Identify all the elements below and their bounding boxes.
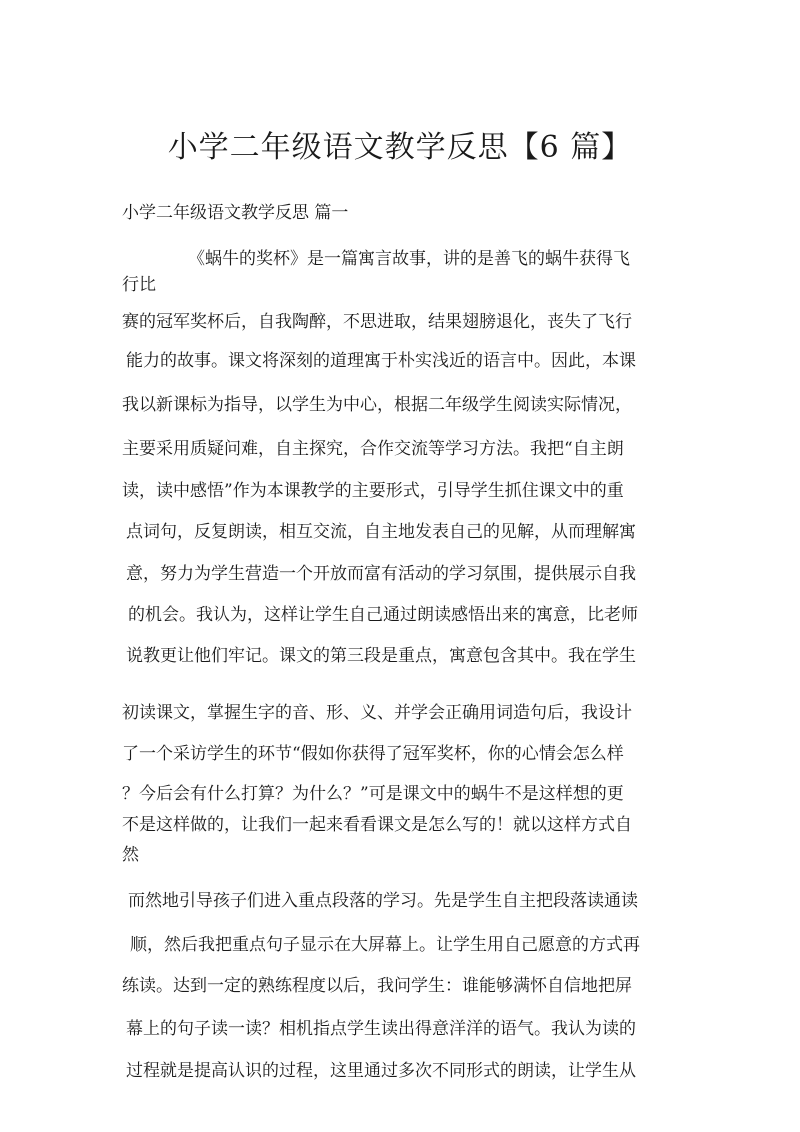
- paragraph-line: 过程就是提高认识的过程，这里通过多次不同形式的朗读，让学生从: [126, 1061, 636, 1081]
- paragraph-line: 不是这样做的，让我们一起来看看课文是怎么写的！就以这样方式自: [122, 815, 632, 835]
- paragraph-line: 我以新课标为指导，以学生为中心，根据二年级学生阅读实际情况，: [122, 395, 632, 415]
- paragraph-line: ？今后会有什么打算？为什么？”可是课文中的蜗牛不是这样想的更: [122, 784, 624, 804]
- paragraph-line: 练读。达到一定的熟练程度以后，我问学生：谁能够满怀自信地把屏: [122, 976, 632, 996]
- paragraph-line: 能力的故事。课文将深刻的道理寓于朴实浅近的语言中。因此，本课: [126, 351, 636, 371]
- paragraph-line: 点词句，反复朗读，相互交流，自主地发表自己的见解，从而理解寓: [126, 522, 636, 542]
- paragraph-line: 了一个采访学生的环节“假如你获得了冠军奖杯，你的心情会怎么样: [122, 744, 624, 764]
- document-title: 小学二年级语文教学反思【6 篇】: [167, 130, 633, 165]
- paragraph-line: 的机会。我认为，这样让学生自己通过朗读感悟出来的寓意，比老师: [128, 605, 638, 625]
- paragraph-line: 而然地引导孩子们进入重点段落的学习。先是学生自主把段落读通读: [128, 891, 638, 911]
- paragraph-line: 然: [122, 845, 139, 865]
- paragraph-line: 赛的冠军奖杯后，自我陶醉，不思进取，结果翅膀退化，丧失了飞行: [122, 312, 632, 332]
- paragraph-line: 主要采用质疑问难，自主探究，合作交流等学习方法。我把“自主朗: [122, 439, 624, 459]
- paragraph-line: 行比: [122, 275, 156, 295]
- paragraph-line: 顺，然后我把重点句子显示在大屏幕上。让学生用自己愿意的方式再: [130, 935, 640, 955]
- paragraph-line: 《蜗牛的奖杯》是一篇寓言故事，讲的是善飞的蜗牛获得飞: [188, 249, 630, 269]
- paragraph-line: 意，努力为学生营造一个开放而富有活动的学习氛围，提供展示自我: [126, 564, 636, 584]
- paragraph-line: 说教更让他们牢记。课文的第三段是重点，寓意包含其中。我在学生: [126, 646, 636, 666]
- section-heading: 小学二年级语文教学反思 篇一: [122, 203, 349, 223]
- paragraph-line: 初读课文，掌握生字的音、形、义、并学会正确用词造句后，我设计: [122, 703, 632, 723]
- paragraph-line: 读，读中感悟”作为本课教学的主要形式，引导学生抓住课文中的重: [122, 481, 624, 501]
- paragraph-line: 幕上的句子读一读？相机指点学生读出得意洋洋的语气。我认为读的: [126, 1019, 636, 1039]
